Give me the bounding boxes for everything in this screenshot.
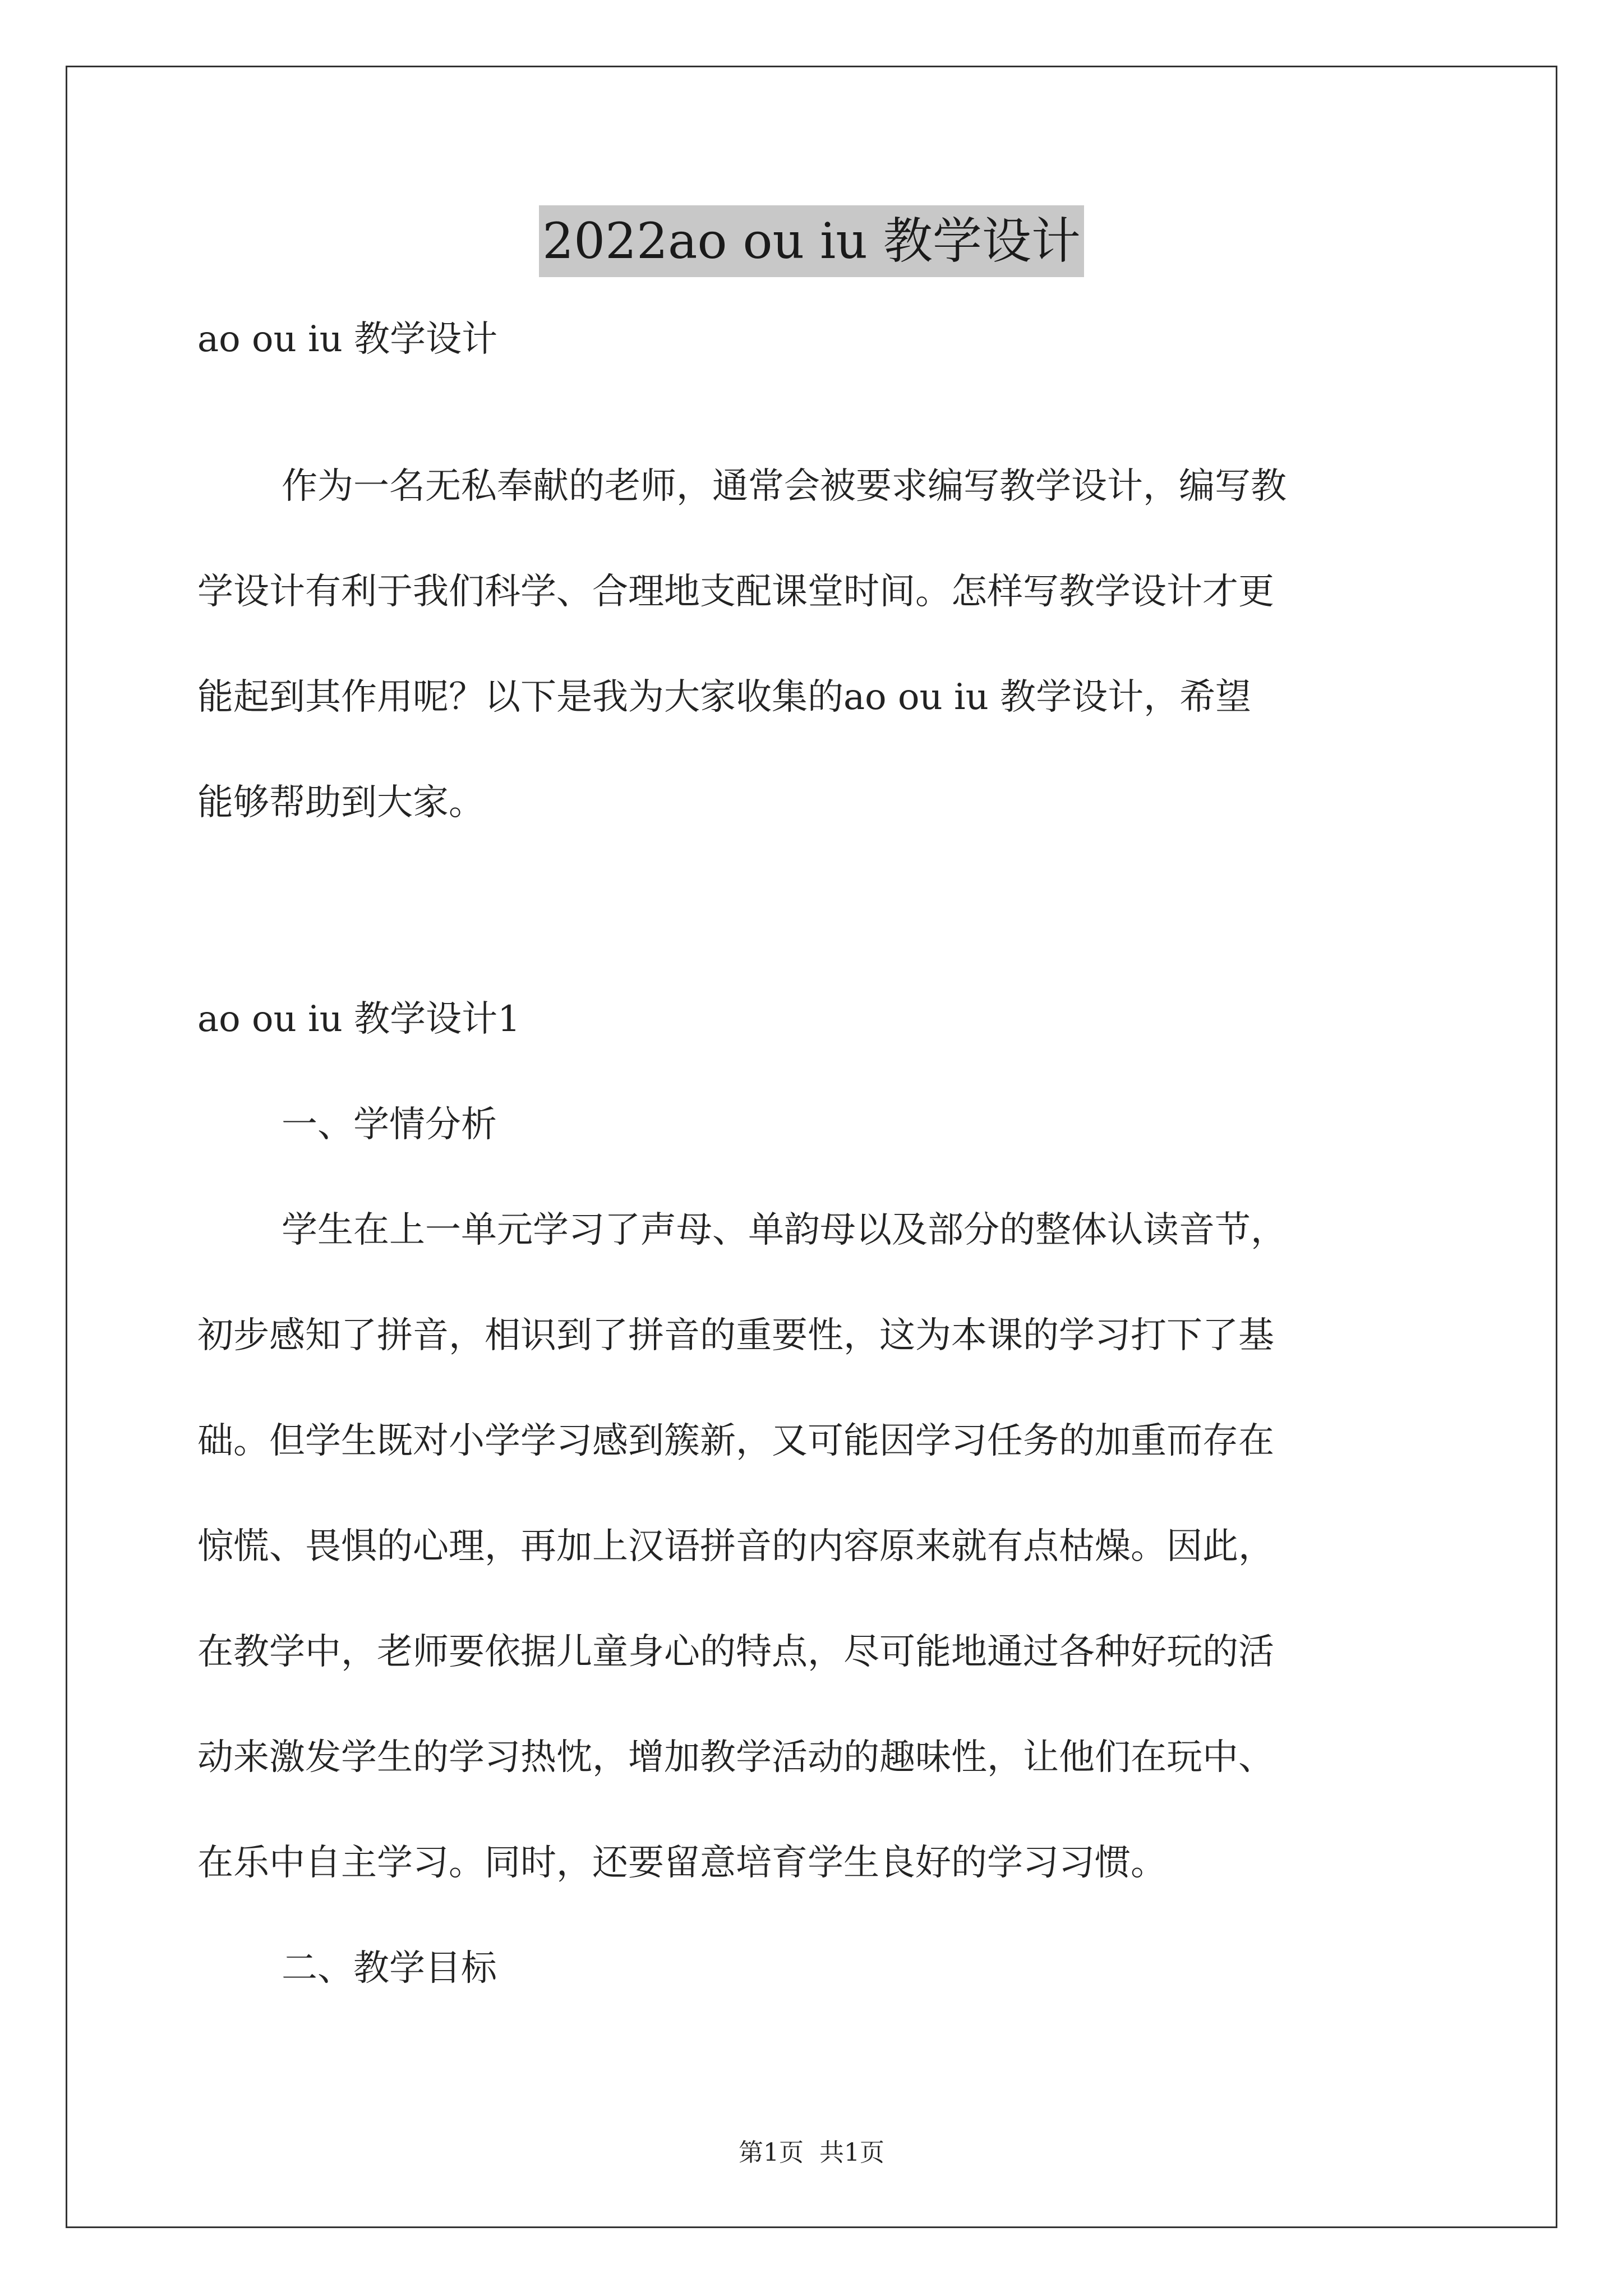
subsection-heading: 二、教学目标	[282, 1948, 497, 1989]
paragraph-line: 初步感知了拼音，相识到了拼音的重要性，这为本课的学习打下了基	[197, 1315, 1274, 1356]
page-footer	[0, 2136, 1623, 2170]
paragraph-line: 在教学中，老师要依据儿童身心的特点，尽可能地通过各种好玩的活	[197, 1631, 1274, 1673]
paragraph-line: 惊慌、畏惧的心理，再加上汉语拼音的内容原来就有点枯燥。因此，	[197, 1526, 1274, 1567]
page-number: 第1页	[739, 2138, 804, 2167]
paragraph-line: 学设计有利于我们科学、合理地支配课堂时间。怎样写教学设计才更	[197, 571, 1274, 613]
document-title: 2022ao ou iu 教学设计	[539, 205, 1084, 277]
paragraph-line: 能够帮助到大家。	[197, 782, 485, 823]
paragraph-line: 础。但学生既对小学学习感到簇新，又可能因学习任务的加重而存在	[197, 1420, 1274, 1462]
paragraph-line: 在乐中自主学习。同时，还要留意培育学生良好的学习习惯。	[197, 1842, 1166, 1884]
section-heading: ao ou iu 教学设计1	[197, 999, 520, 1040]
subsection-heading: 一、学情分析	[282, 1104, 497, 1145]
paragraph-line: 能起到其作用呢？以下是我为大家收集的ao ou iu 教学设计，希望	[197, 677, 1252, 718]
title-container	[0, 205, 1623, 277]
subtitle-line: ao ou iu 教学设计	[197, 319, 498, 360]
paragraph-line: 学生在上一单元学习了声母、单韵母以及部分的整体认读音节，	[282, 1209, 1287, 1251]
paragraph-line: 动来激发学生的学习热忱，增加教学活动的趣味性，让他们在玩中、	[197, 1737, 1274, 1778]
page-total: 共1页	[819, 2138, 884, 2167]
paragraph-line: 作为一名无私奉献的老师，通常会被要求编写教学设计，编写教	[282, 466, 1287, 507]
